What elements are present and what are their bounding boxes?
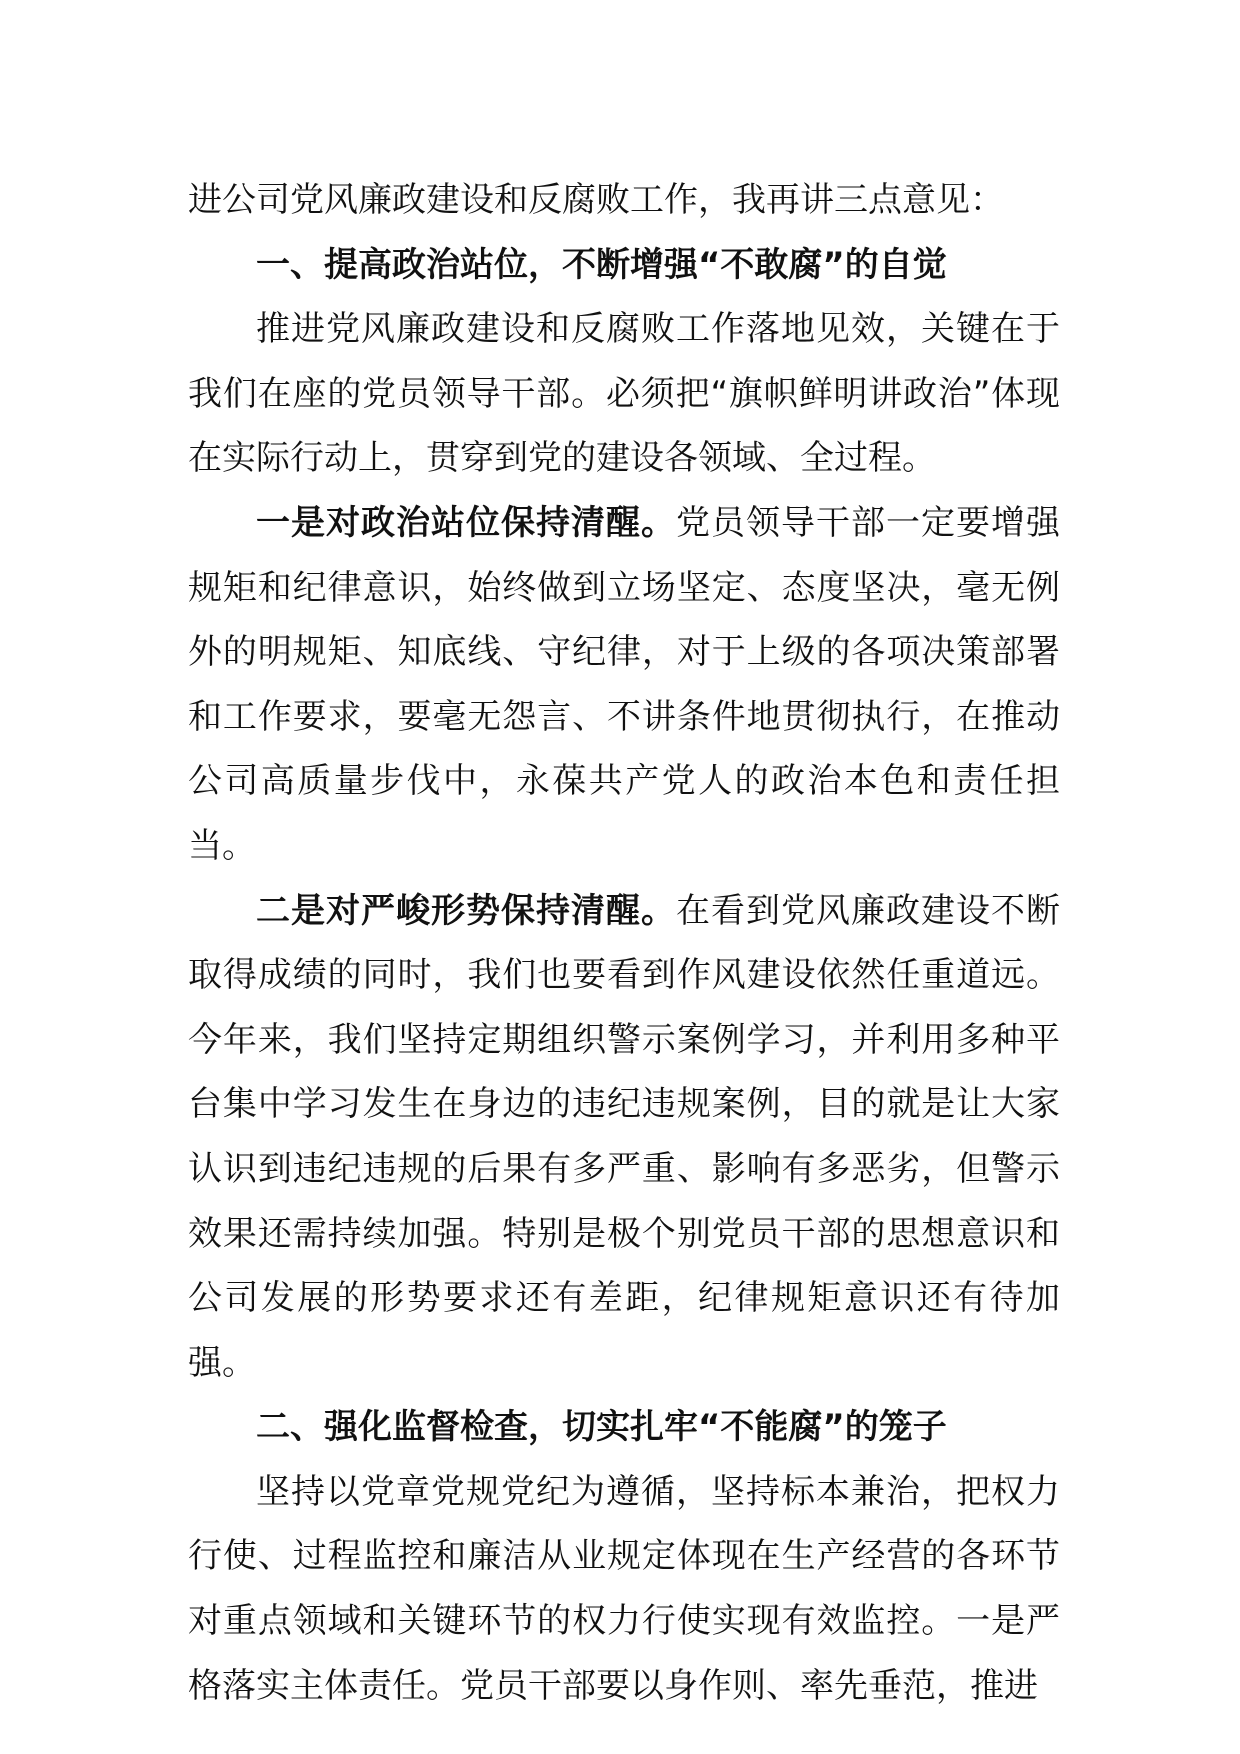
body-paragraph [188, 297, 1060, 491]
paragraph-text: 推进党风廉政建设和反腐败工作落地见效，关键在于我们在座的党员领导干部。必须把“旗帜鲜明讲政治”体现在实际行动上，贯穿到党的建设各领域、全过程。 [188, 309, 1060, 479]
paragraph-text: 党员领导干部一定要增强规矩和纪律意识，始终做到立场坚定、态度坚决，毫无例外的明规矩、知底线、守纪律，对于上级的各项决策部署和工作要求，要毫无怨言、不讲条件地贯彻执行，在推动公司高质量步伐中，永葆共产党人的政治本色和责任担当。 [188, 502, 1060, 866]
body-paragraph [188, 491, 1060, 879]
body-paragraph [188, 1460, 1060, 1718]
section-heading-2 [188, 1395, 1060, 1460]
heading-text: 一、提高政治站位，不断增强“不敢腐”的自觉 [256, 244, 947, 285]
paragraph-text: 在看到党风廉政建设不断取得成绩的同时，我们也要看到作风建设依然任重道远。今年来，我们坚持定期组织警示案例学习，并利用多种平台集中学习发生在身边的违纪违规案例，目的就是让大家认识到违纪违规的后果有多严重、影响有多恶劣，但警示效果还需持续加强。特别是极个别党员干部的思想意识和公司发展的形势要求还有差距，纪律规矩意识还有待加强。 [188, 890, 1060, 1383]
body-paragraph [188, 168, 1060, 233]
paragraph-lead: 一是对政治站位保持清醒。 [256, 502, 676, 543]
paragraph-lead: 二是对严峻形势保持清醒。 [256, 890, 676, 931]
paragraph-text: 进公司党风廉政建设和反腐败工作，我再讲三点意见： [188, 180, 1004, 220]
section-heading-1 [188, 233, 1060, 298]
document-body [188, 168, 1060, 1718]
paragraph-text: 坚持以党章党规党纪为遵循，坚持标本兼治，把权力行使、过程监控和廉洁从业规定体现在生产经营的各环节对重点领域和关键环节的权力行使实现有效监控。一是严格落实主体责任。党员干部要以身作则、率先垂范，推进 [188, 1471, 1060, 1706]
body-paragraph [188, 879, 1060, 1396]
heading-text: 二、强化监督检查，切实扎牢“不能腐”的笼子 [256, 1407, 947, 1448]
